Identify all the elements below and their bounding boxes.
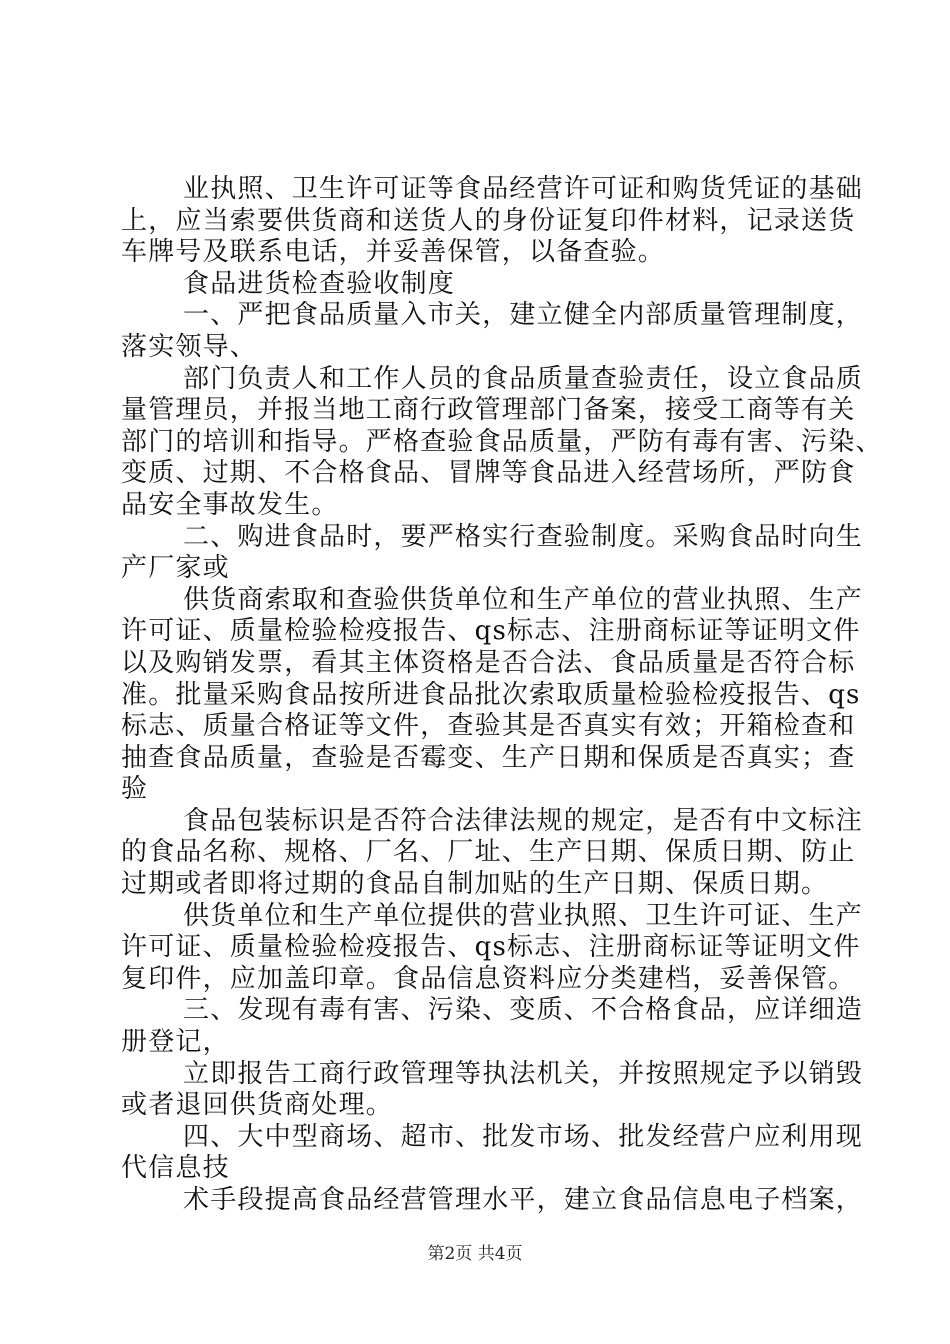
text-line: 上，应当索要供货商和送货人的身份证复印件材料，记录送货 [121,205,856,236]
text-line: 部门负责人和工作人员的食品质量查验责任，设立食品质 [183,363,864,394]
text-line: 复印件，应加盖印章。食品信息资料应分类建档，妥善保管。 [121,963,856,994]
text-line: 量管理员，并报当地工商行政管理部门备案，接受工商等有关 [121,395,856,426]
text-line: 二、购进食品时，要严格实行查验制度。采购食品时向生 [183,521,864,552]
text-line: 三、发现有毒有害、污染、变质、不合格食品，应详细造 [183,995,864,1026]
text-line: 验 [121,774,149,805]
text-line: 产厂家或 [121,553,230,584]
text-line: 准。批量采购食品按所进食品批次索取质量检验检疫报告、qs [121,679,861,710]
text-line: 许可证、质量检验检疫报告、qs标志、注册商标证等证明文件 [121,932,861,963]
text-line: 供货单位和生产单位提供的营业执照、卫生许可证、生产 [183,900,864,931]
document-body [121,174,883,1217]
text-line: 食品包装标识是否符合法律法规的规定，是否有中文标注 [183,805,864,836]
text-line: 许可证、质量检验检疫报告、qs标志、注册商标证等证明文件 [121,616,861,647]
text-line: 食品进货检查验收制度 [183,268,456,299]
text-line: 一、严把食品质量入市关，建立健全内部质量管理制度， [183,300,864,331]
text-line: 部门的培训和指导。严格查验食品质量，严防有毒有害、污染、 [121,426,883,457]
text-line: 册登记， [121,1027,230,1058]
page-footer: 第2页 共4页 [427,1244,523,1264]
text-line: 以及购销发票，看其主体资格是否合法、食品质量是否符合标 [121,647,856,678]
text-line: 变质、过期、不合格食品、冒牌等食品进入经营场所，严防食 [121,458,856,489]
text-line: 品安全事故发生。 [121,489,339,520]
text-line: 过期或者即将过期的食品自制加贴的生产日期、保质日期。 [121,869,829,900]
text-line: 标志、质量合格证等文件，查验其是否真实有效；开箱检查和 [121,711,856,742]
text-line: 落实领导、 [121,331,258,362]
text-line: 代信息技 [121,1153,230,1184]
text-line: 业执照、卫生许可证等食品经营许可证和购货凭证的基础 [183,174,864,204]
text-line: 车牌号及联系电话，并妥善保管，以备查验。 [121,237,666,268]
text-line: 或者退回供货商处理。 [121,1090,394,1121]
text-line: 的食品名称、规格、厂名、厂址、生产日期、保质日期、防止 [121,837,856,868]
text-line: 供货商索取和查验供货单位和生产单位的营业执照、生产 [183,584,864,615]
text-line: 抽查食品质量，查验是否霉变、生产日期和保质是否真实；查 [121,742,856,773]
text-line: 四、大中型商场、超市、批发市场、批发经营户应利用现 [183,1121,864,1152]
text-line: 术手段提高食品经营管理水平，建立食品信息电子档案， [183,1185,864,1215]
text-line: 立即报告工商行政管理等执法机关，并按照规定予以销毁 [183,1058,864,1089]
